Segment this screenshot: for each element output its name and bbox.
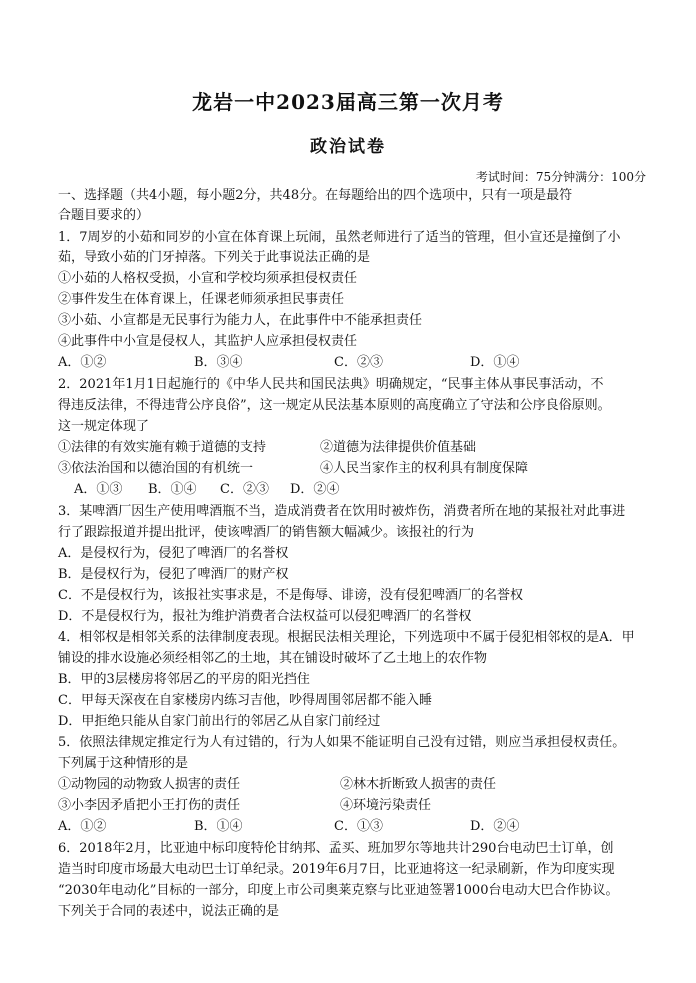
q3-option-c: C．不是侵权行为，该报社实事求是，不是侮辱、诽谤，没有侵犯啤酒厂的名誉权 — [58, 588, 523, 603]
q4-option-b: B．甲的3层楼房将邻居乙的平房的阳光挡住 — [58, 672, 310, 687]
q2-statement-4: ④人民当家作主的权利具有制度保障 — [320, 461, 529, 476]
exam-info: 考试时间：75分钟满分：100分 — [475, 170, 646, 184]
q1-statement-3: ③小茹、小宣都是无民事行为能力人，在此事件中不能承担责任 — [58, 313, 423, 328]
q3-option-d: D．不是侵权行为，报社为维护消费者合法权益可以侵犯啤酒厂的名誉权 — [58, 609, 472, 624]
q6-stem-cont2: “2030年电动化”目标的一部分，印度上市公司奥莱克察与比亚迪签署1000台电动大巴合作协议。 — [58, 883, 619, 898]
q5-option-d: D．②④ — [470, 819, 520, 834]
q2-option-a: A．①③ — [74, 482, 123, 497]
q4-option-a-cont: 铺设的排水设施必须经相邻乙的土地，其在铺设时破坏了乙土地上的农作物 — [58, 651, 488, 666]
q5-option-b: B．①④ — [194, 819, 243, 834]
q3-stem: 3．某啤酒厂因生产使用啤酒瓶不当，造成消费者在饮用时被炸伤，消费者所在地的某报社对此事进 — [58, 504, 626, 519]
q6-stem-cont3: 下列关于合同的表述中，说法正确的是 — [58, 904, 280, 919]
q6-stem: 6．2018年2月，比亚迪中标印度特伦甘纳邦、孟买、班加罗尔等地共计290台电动巴士订单，创 — [58, 841, 614, 856]
q3-option-b: B．是侵权行为，侵犯了啤酒厂的财产权 — [58, 567, 289, 582]
q5-statement-1: ①动物园的动物致人损害的责任 — [58, 777, 241, 792]
q2-stem-cont2: 这一规定体现了 — [58, 419, 150, 434]
q5-stem: 5．依照法律规定推定行为人有过错的，行为人如果不能证明自己没有过错，则应当承担侵权责任。 — [58, 735, 626, 750]
q2-stem-cont: 得违反法律，不得违背公序良俗”，这一规定从民法基本原则的高度确立了守法和公序良俗原则。 — [58, 398, 611, 413]
q3-option-a: A．是侵权行为，侵犯了啤酒厂的名誉权 — [58, 546, 289, 561]
q1-stem-cont: 茹，导致小茹的门牙掉落。下列关于此事说法正确的是 — [58, 250, 371, 265]
q1-statement-2: ②事件发生在体育课上，任课老师须承担民事责任 — [58, 292, 345, 307]
section-heading: 一、选择题（共4小题，每小题2分，共48分。在每题给出的四个选项中，只有一项是最符 — [58, 188, 573, 203]
q1-statement-1: ①小茹的人格权受损，小宣和学校均须承担侵权责任 — [58, 271, 358, 286]
q2-option-b: B．①④ — [148, 482, 197, 497]
q1-option-d: D．①④ — [470, 355, 520, 370]
q5-statement-4: ④环境污染责任 — [340, 798, 432, 813]
q2-stem: 2．2021年1月1日起施行的《中华人民共和国民法典》明确规定，“民事主体从事民事活动，不 — [58, 377, 604, 392]
q4-option-c: C．甲每天深夜在自家楼房内练习吉他，吵得周围邻居都不能入睡 — [58, 693, 432, 708]
q2-statement-1: ①法律的有效实施有赖于道德的支持 — [58, 440, 267, 455]
q1-stem: 1．7周岁的小茹和同岁的小宣在体育课上玩闹，虽然老师进行了适当的管理，但小宣还是撞倒了小 — [58, 230, 621, 245]
q2-statement-3: ③依法治国和以德治国的有机统一 — [58, 461, 254, 476]
q5-option-a: A．①② — [58, 819, 107, 834]
q1-option-b: B．③④ — [194, 355, 243, 370]
q1-option-a: A．①② — [58, 355, 107, 370]
q6-stem-cont: 造当时印度市场最大电动巴士订单纪录。2019年6月7日，比亚迪将这一纪录刷新，作为印度实现 — [58, 862, 615, 877]
q1-option-c: C．②③ — [334, 355, 383, 370]
q5-statement-2: ②林木折断致人损害的责任 — [340, 777, 497, 792]
section-heading-cont: 合题目要求的） — [58, 208, 150, 223]
q5-stem-cont: 下列属于这种情形的是 — [58, 756, 189, 771]
q2-option-c: C．②③ — [220, 482, 269, 497]
q5-statement-3: ③小李因矛盾把小王打伤的责任 — [58, 798, 241, 813]
q4-option-d: D．甲拒绝只能从自家门前出行的邻居乙从自家门前经过 — [58, 714, 381, 729]
q3-stem-cont: 行了跟踪报道并提出批评，使该啤酒厂的销售额大幅减少。该报社的行为 — [58, 525, 475, 540]
q2-option-d: D．②④ — [290, 482, 340, 497]
page-subtitle: 政治试卷 — [310, 137, 386, 157]
q5-option-c: C．①③ — [334, 819, 383, 834]
q1-statement-4: ④此事件中小宣是侵权人，其监护人应承担侵权责任 — [58, 334, 358, 349]
page-title: 龙岩一中2023届高三第一次月考 — [192, 90, 504, 114]
q4-stem: 4．相邻权是相邻关系的法律制度表现。根据民法相关理论，下列选项中不属于侵犯相邻权的是A．甲 — [58, 630, 635, 645]
q2-statement-2: ②道德为法律提供价值基础 — [320, 440, 477, 455]
